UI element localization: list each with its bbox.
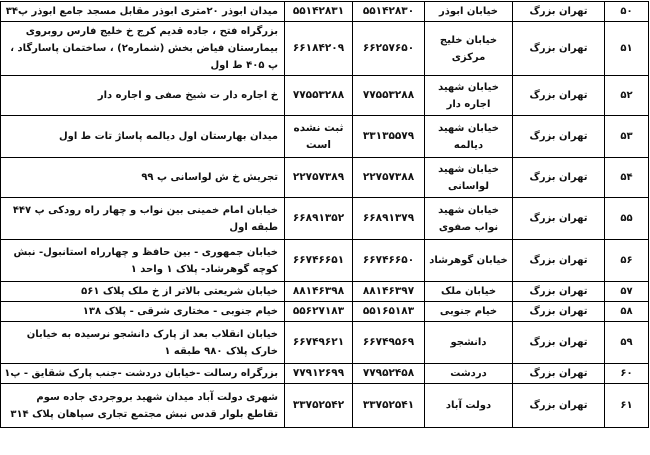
row-number: ۵۹ <box>605 322 649 364</box>
row-number: ۵۵ <box>605 198 649 240</box>
region-cell: تهران بزرگ <box>513 364 605 384</box>
region-cell: تهران بزرگ <box>513 302 605 322</box>
table-row <box>1 302 649 322</box>
table-row <box>1 22 649 76</box>
phone-2-cell: ۸۸۱۴۶۳۹۸ <box>285 282 353 302</box>
address-cell: بزرگراه فتح ، جاده قدیم کرج خ خلیج فارس روبروی بیمارستان فیاض بخش (شماره۲) ، ساختمان پاسارگاد ، پ ۴۰۵ ط اول <box>1 22 285 76</box>
address-cell: میدان ابوذر ۲۰متری ابوذر مقابل مسجد جامع ابوذر پ۳۴ <box>1 2 285 22</box>
phone-1-cell: ۷۷۵۵۳۲۸۸ <box>353 76 425 116</box>
address-cell: تجریش خ ش لواسانی پ ۹۹ <box>1 158 285 198</box>
phone-1-cell: ۲۲۷۵۷۳۸۸ <box>353 158 425 198</box>
table-row <box>1 282 649 302</box>
phone-2-cell: ۶۶۷۴۶۶۵۱ <box>285 240 353 282</box>
table-row <box>1 240 649 282</box>
street-cell: خیابان شهید لواسانی <box>425 158 513 198</box>
street-cell: خیابان خلیج مرکزی <box>425 22 513 76</box>
address-cell: خیابان جمهوری - بین حافظ و چهارراه استانبول- نبش کوچه گوهرشاد- پلاک ۱ واحد ۱ <box>1 240 285 282</box>
phone-2-cell: ۵۵۱۴۲۸۳۱ <box>285 2 353 22</box>
phone-2-cell: ۷۷۵۵۳۲۸۸ <box>285 76 353 116</box>
address-cell: شهری دولت آباد میدان شهید بروجردی جاده سوم تقاطع بلوار قدس نبش مجتمع تجاری سپاهان پلاک ۳۱۴ <box>1 384 285 428</box>
street-cell: دولت آباد <box>425 384 513 428</box>
row-number: ۵۸ <box>605 302 649 322</box>
phone-1-cell: ۶۶۸۹۱۳۷۹ <box>353 198 425 240</box>
phone-2-cell: ۶۶۷۴۹۶۲۱ <box>285 322 353 364</box>
table-row <box>1 364 649 384</box>
table-row <box>1 322 649 364</box>
region-cell: تهران بزرگ <box>513 384 605 428</box>
phone-1-cell: ۵۵۱۶۵۱۸۳ <box>353 302 425 322</box>
row-number: ۵۷ <box>605 282 649 302</box>
region-cell: تهران بزرگ <box>513 22 605 76</box>
row-number: ۵۳ <box>605 116 649 158</box>
address-cell: خیابان امام خمینی بین نواب و چهار راه رودکی پ ۴۴۷ طبقه اول <box>1 198 285 240</box>
address-cell: خ اجاره دار ت شیخ صفی و اجاره دار <box>1 76 285 116</box>
phone-1-cell: ۶۶۲۵۷۶۵۰ <box>353 22 425 76</box>
phone-2-cell: ۵۵۶۲۷۱۸۳ <box>285 302 353 322</box>
address-cell: بزرگراه رسالت -خیابان دردشت -جنب پارک شقایق - پ۱ <box>1 364 285 384</box>
region-cell: تهران بزرگ <box>513 116 605 158</box>
street-cell: خیابان شهید دیالمه <box>425 116 513 158</box>
phone-2-cell: ۶۶۱۸۴۲۰۹ <box>285 22 353 76</box>
region-cell: تهران بزرگ <box>513 158 605 198</box>
row-number: ۵۶ <box>605 240 649 282</box>
address-cell: خیابان شریعتی بالاتر از خ ملک پلاک ۵۶۱ <box>1 282 285 302</box>
branch-table <box>0 1 649 428</box>
phone-2-cell: ۳۳۷۵۲۵۴۲ <box>285 384 353 428</box>
street-cell: خیام جنوبی <box>425 302 513 322</box>
table-row <box>1 198 649 240</box>
street-cell: خیابان ابوذر <box>425 2 513 22</box>
phone-1-cell: ۶۶۷۴۶۶۵۰ <box>353 240 425 282</box>
row-number: ۵۰ <box>605 2 649 22</box>
region-cell: تهران بزرگ <box>513 2 605 22</box>
phone-1-cell: ۳۳۱۳۵۵۷۹ <box>353 116 425 158</box>
address-cell: خیابان انقلاب بعد از پارک دانشجو نرسیده به خیابان خارک پلاک ۹۸۰ طبقه ۱ <box>1 322 285 364</box>
row-number: ۶۱ <box>605 384 649 428</box>
phone-1-cell: ۸۸۱۴۶۳۹۷ <box>353 282 425 302</box>
address-cell: میدان بهارستان اول دیالمه پاساژ تات ط اول <box>1 116 285 158</box>
table-row <box>1 158 649 198</box>
address-cell: خیام جنوبی - مختاری شرقی - پلاک ۱۳۸ <box>1 302 285 322</box>
row-number: ۵۲ <box>605 76 649 116</box>
phone-2-cell: ثبت نشده است <box>285 116 353 158</box>
region-cell: تهران بزرگ <box>513 240 605 282</box>
row-number: ۵۴ <box>605 158 649 198</box>
street-cell: خیابان گوهرشاد <box>425 240 513 282</box>
phone-1-cell: ۷۷۹۵۲۴۵۸ <box>353 364 425 384</box>
street-cell: دانشجو <box>425 322 513 364</box>
table-row <box>1 2 649 22</box>
phone-2-cell: ۷۷۹۱۲۶۹۹ <box>285 364 353 384</box>
phone-2-cell: ۶۶۸۹۱۳۵۲ <box>285 198 353 240</box>
row-number: ۶۰ <box>605 364 649 384</box>
region-cell: تهران بزرگ <box>513 322 605 364</box>
street-cell: خیابان شهید نواب صفوی <box>425 198 513 240</box>
table-row <box>1 384 649 428</box>
phone-2-cell: ۲۲۷۵۷۳۸۹ <box>285 158 353 198</box>
street-cell: دردشت <box>425 364 513 384</box>
branch-rows <box>1 2 649 428</box>
region-cell: تهران بزرگ <box>513 76 605 116</box>
phone-1-cell: ۵۵۱۴۲۸۳۰ <box>353 2 425 22</box>
street-cell: خیابان شهید اجاره دار <box>425 76 513 116</box>
phone-1-cell: ۳۳۷۵۲۵۴۱ <box>353 384 425 428</box>
region-cell: تهران بزرگ <box>513 198 605 240</box>
phone-1-cell: ۶۶۷۴۹۵۶۹ <box>353 322 425 364</box>
table-row <box>1 76 649 116</box>
street-cell: خیابان ملک <box>425 282 513 302</box>
table-row <box>1 116 649 158</box>
region-cell: تهران بزرگ <box>513 282 605 302</box>
row-number: ۵۱ <box>605 22 649 76</box>
